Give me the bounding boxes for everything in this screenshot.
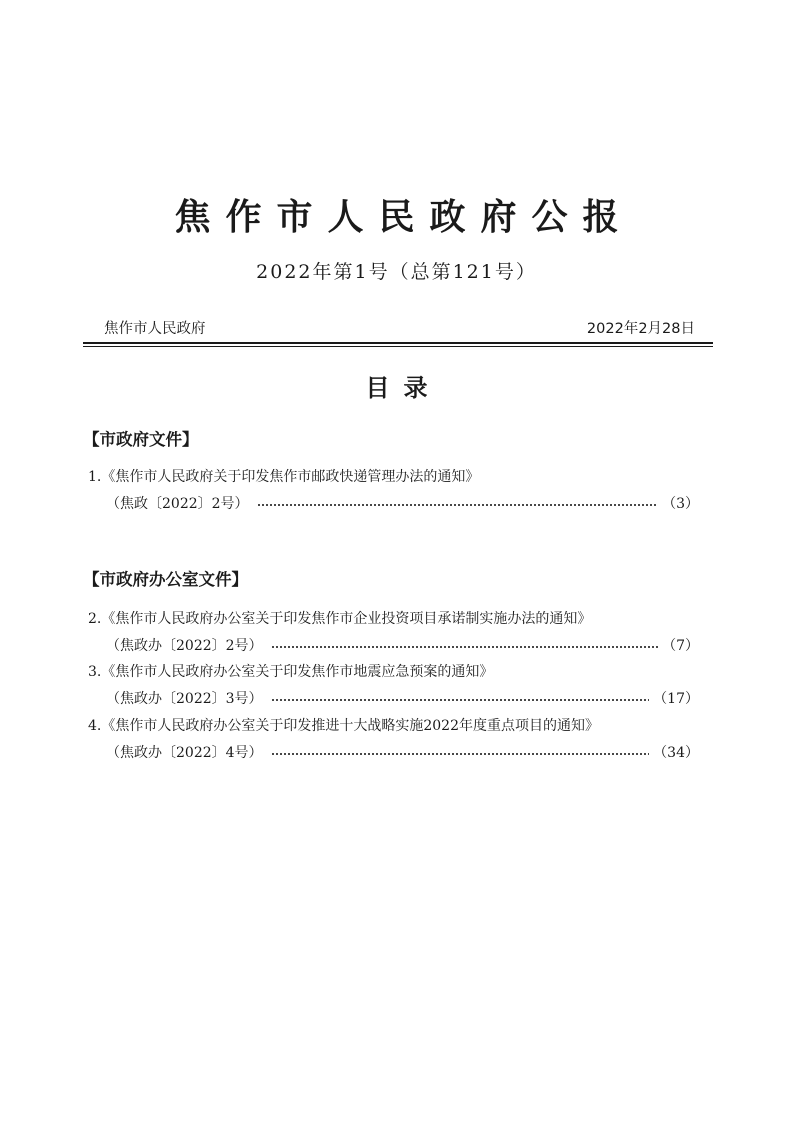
doc-number: （焦政办〔2022〕2号）	[106, 638, 263, 654]
toc-entry-ref-row[interactable]	[106, 635, 699, 657]
dot-leader	[257, 504, 659, 506]
toc-title: 目录	[365, 373, 442, 402]
header-rule-thick	[83, 342, 713, 344]
publisher-name: 焦作市人民政府	[104, 321, 206, 337]
publication-date: 2022年2月28日	[586, 321, 695, 337]
doc-number: （焦政〔2022〕2号）	[106, 496, 249, 512]
page-number: （34）	[653, 745, 699, 761]
dot-leader	[271, 753, 650, 755]
page-number: （7）	[662, 638, 699, 654]
toc-entry-ref-row[interactable]	[106, 742, 699, 764]
issue-number: 2022年第1号（总第121号）	[256, 261, 537, 283]
toc-entry-title[interactable]: 3.《焦作市人民政府办公室关于印发焦作市地震应急预案的通知》	[88, 664, 494, 680]
doc-number: （焦政办〔2022〕4号）	[106, 745, 263, 761]
section-heading-office: 【市政府办公室文件】	[83, 570, 248, 589]
dot-leader	[271, 646, 659, 648]
toc-entry-title[interactable]: 2.《焦作市人民政府办公室关于印发焦作市企业投资项目承诺制实施办法的通知》	[88, 611, 592, 627]
doc-number: （焦政办〔2022〕3号）	[106, 691, 263, 707]
toc-entry-ref-row[interactable]	[106, 493, 699, 515]
header-rule-thin	[83, 346, 713, 347]
dot-leader	[271, 699, 650, 701]
toc-entry-title[interactable]: 4.《焦作市人民政府办公室关于印发推进十大战略实施2022年度重点项目的通知》	[88, 718, 599, 734]
bulletin-title: 焦作市人民政府公报	[174, 197, 634, 238]
page-number: （3）	[662, 496, 699, 512]
section-heading-city-gov: 【市政府文件】	[83, 430, 199, 449]
page-number: （17）	[653, 691, 699, 707]
masthead-row	[104, 318, 695, 340]
toc-entry-ref-row[interactable]	[106, 688, 699, 710]
toc-entry-title[interactable]: 1.《焦作市人民政府关于印发焦作市邮政快递管理办法的通知》	[88, 469, 480, 485]
